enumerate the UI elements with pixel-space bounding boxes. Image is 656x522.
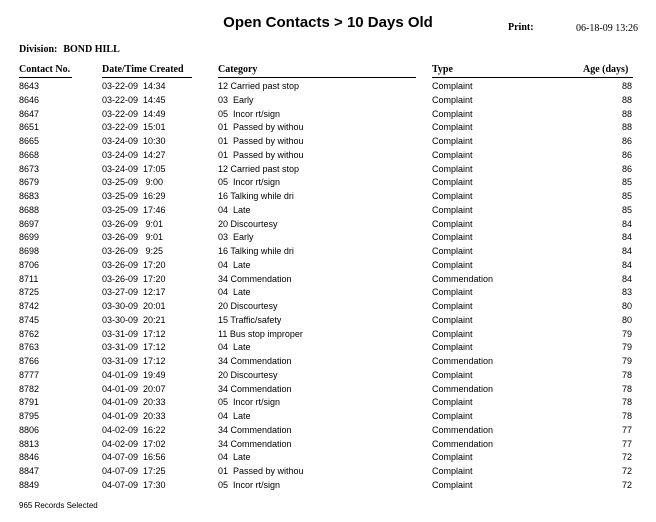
category-cell: 01 Passed by withou <box>218 122 304 133</box>
table-row <box>0 81 656 95</box>
date-time-cell: 03-26-09 9:01 <box>102 218 164 229</box>
age-cell: 86 <box>621 136 632 146</box>
type-cell: Commendation <box>432 424 494 435</box>
type-cell: Complaint <box>432 163 473 174</box>
date-time-cell: 03-26-09 9:01 <box>102 232 164 243</box>
age-cell: 79 <box>621 356 632 366</box>
contact-no-cell: 8651 <box>19 122 40 133</box>
category-cell: 04 Late <box>218 342 251 353</box>
category-cell: 05 Incor rt/sign <box>218 177 281 188</box>
category-cell: 03 Early <box>218 232 254 243</box>
contact-no-cell: 8813 <box>19 438 40 449</box>
age-cell: 83 <box>621 287 632 298</box>
age-cell: 86 <box>621 149 632 160</box>
contact-no-cell: 8777 <box>19 369 40 380</box>
contact-no-cell: 8643 <box>19 81 40 91</box>
category-cell: 05 Incor rt/sign <box>218 479 281 490</box>
type-cell: Complaint <box>432 191 473 201</box>
date-time-cell: 04-07-09 17:25 <box>102 466 166 476</box>
age-cell: 80 <box>621 301 632 311</box>
division-label: Division: <box>19 44 58 55</box>
table-row <box>0 301 656 315</box>
table-row <box>0 439 656 453</box>
type-cell: Complaint <box>432 177 473 188</box>
table-row <box>0 177 656 191</box>
date-time-cell: 03-31-09 17:12 <box>102 342 166 353</box>
contact-no-cell: 8665 <box>19 136 40 146</box>
category-cell: 03 Early <box>218 94 254 105</box>
date-time-cell: 04-01-09 20:33 <box>102 411 166 421</box>
type-cell: Complaint <box>432 411 473 421</box>
date-time-cell: 04-07-09 16:56 <box>102 452 166 463</box>
date-time-cell: 04-07-09 17:30 <box>102 479 166 490</box>
table-row <box>0 122 656 136</box>
age-cell: 72 <box>621 452 632 463</box>
contact-no-cell: 8725 <box>19 287 40 298</box>
column-header-date-time: Date/Time Created <box>102 64 192 78</box>
type-cell: Complaint <box>432 301 473 311</box>
category-cell: 15 Traffic/safety <box>218 314 282 325</box>
category-cell: 11 Bus stop improper <box>218 328 303 339</box>
table-row <box>0 109 656 123</box>
category-cell: 04 Late <box>218 411 251 421</box>
contact-no-cell: 8698 <box>19 246 40 256</box>
category-cell: 04 Late <box>218 259 251 270</box>
column-header-category: Category <box>218 64 416 78</box>
type-cell: Complaint <box>432 204 473 215</box>
type-cell: Complaint <box>432 287 473 298</box>
age-cell: 77 <box>621 424 632 435</box>
age-cell: 79 <box>621 328 632 339</box>
table-row <box>0 425 656 439</box>
contact-no-cell: 8668 <box>19 149 40 160</box>
contact-no-cell: 8795 <box>19 411 40 421</box>
type-cell: Complaint <box>432 136 473 146</box>
column-header-type: Type <box>432 64 599 78</box>
table-row <box>0 287 656 301</box>
age-cell: 84 <box>621 218 632 229</box>
contact-no-cell: 8706 <box>19 259 40 270</box>
table-row <box>0 356 656 370</box>
age-cell: 84 <box>621 246 632 256</box>
type-cell: Complaint <box>432 246 473 256</box>
column-header-age: Age (days) <box>583 64 633 78</box>
age-cell: 84 <box>621 259 632 270</box>
contact-no-cell: 8846 <box>19 452 40 463</box>
type-cell: Commendation <box>432 383 494 394</box>
age-cell: 88 <box>621 108 632 119</box>
date-time-cell: 03-25-09 17:46 <box>102 204 166 215</box>
age-cell: 88 <box>621 81 632 91</box>
contact-no-cell: 8711 <box>19 273 39 284</box>
type-cell: Complaint <box>432 342 473 353</box>
category-cell: 34 Commendation <box>218 424 292 435</box>
age-cell: 86 <box>621 163 632 174</box>
date-time-cell: 03-22-09 14:45 <box>102 94 166 105</box>
table-row <box>0 164 656 178</box>
type-cell: Commendation <box>432 273 494 284</box>
contact-no-cell: 8849 <box>19 479 40 490</box>
age-cell: 88 <box>621 122 632 133</box>
table-row <box>0 246 656 260</box>
age-cell: 80 <box>621 314 632 325</box>
date-time-cell: 04-01-09 20:33 <box>102 397 166 408</box>
table-row <box>0 150 656 164</box>
category-cell: 01 Passed by withou <box>218 149 304 160</box>
table-row <box>0 260 656 274</box>
type-cell: Commendation <box>432 438 494 449</box>
table-row <box>0 232 656 246</box>
type-cell: Complaint <box>432 94 473 105</box>
date-time-cell: 03-31-09 17:12 <box>102 356 166 366</box>
table-row <box>0 274 656 288</box>
type-cell: Complaint <box>432 122 473 133</box>
date-time-cell: 04-01-09 19:49 <box>102 369 166 380</box>
date-time-cell: 03-31-09 17:12 <box>102 328 166 339</box>
contact-no-cell: 8673 <box>19 163 40 174</box>
contact-no-cell: 8763 <box>19 342 40 353</box>
date-time-cell: 03-30-09 20:01 <box>102 301 166 311</box>
contact-no-cell: 8742 <box>19 301 40 311</box>
category-cell: 01 Passed by withou <box>218 136 304 146</box>
date-time-cell: 03-27-09 12:17 <box>102 287 166 298</box>
date-time-cell: 04-02-09 17:02 <box>102 438 166 449</box>
date-time-cell: 04-01-09 20:07 <box>102 383 166 394</box>
date-time-cell: 03-24-09 14:27 <box>102 149 166 160</box>
table-row <box>0 329 656 343</box>
table-row <box>0 370 656 384</box>
date-time-cell: 03-26-09 9:25 <box>102 246 164 256</box>
age-cell: 85 <box>621 191 632 201</box>
print-label: Print: <box>508 22 534 33</box>
date-time-cell: 03-22-09 14:34 <box>102 81 166 91</box>
date-time-cell: 03-26-09 17:20 <box>102 273 166 284</box>
category-cell: 20 Discourtesy <box>218 369 278 380</box>
date-time-cell: 03-22-09 14:49 <box>102 108 166 119</box>
contact-no-cell: 8647 <box>19 108 40 119</box>
category-cell: 16 Talking while dri <box>218 246 294 256</box>
type-cell: Complaint <box>432 218 473 229</box>
table-row <box>0 384 656 398</box>
category-cell: 05 Incor rt/sign <box>218 397 281 408</box>
contact-no-cell: 8806 <box>19 424 40 435</box>
age-cell: 72 <box>621 479 632 490</box>
contact-no-cell: 8646 <box>19 94 40 105</box>
table-row <box>0 315 656 329</box>
type-cell: Commendation <box>432 356 494 366</box>
table-row <box>0 219 656 233</box>
category-cell: 05 Incor rt/sign <box>218 108 281 119</box>
report-table-body <box>0 81 656 494</box>
type-cell: Complaint <box>432 314 473 325</box>
age-cell: 85 <box>621 204 632 215</box>
type-cell: Complaint <box>432 108 473 119</box>
table-row <box>0 411 656 425</box>
table-row <box>0 191 656 205</box>
category-cell: 12 Carried past stop <box>218 81 300 91</box>
category-cell: 04 Late <box>218 204 251 215</box>
type-cell: Complaint <box>432 369 473 380</box>
table-row <box>0 205 656 219</box>
type-cell: Complaint <box>432 466 473 476</box>
contact-no-cell: 8762 <box>19 328 40 339</box>
age-cell: 88 <box>621 94 632 105</box>
table-row <box>0 452 656 466</box>
type-cell: Complaint <box>432 452 473 463</box>
category-cell: 16 Talking while dri <box>218 191 294 201</box>
category-cell: 34 Commendation <box>218 273 292 284</box>
category-cell: 04 Late <box>218 452 251 463</box>
table-row <box>0 95 656 109</box>
category-cell: 01 Passed by withou <box>218 466 304 476</box>
category-cell: 34 Commendation <box>218 356 292 366</box>
age-cell: 84 <box>621 273 632 284</box>
table-row <box>0 466 656 480</box>
contact-no-cell: 8766 <box>19 356 40 366</box>
date-time-cell: 03-26-09 17:20 <box>102 259 166 270</box>
contact-no-cell: 8699 <box>19 232 40 243</box>
category-cell: 34 Commendation <box>218 438 292 449</box>
age-cell: 78 <box>621 411 632 421</box>
category-cell: 34 Commendation <box>218 383 292 394</box>
type-cell: Complaint <box>432 232 473 243</box>
division-value: BOND HILL <box>63 44 120 55</box>
date-time-cell: 03-24-09 10:30 <box>102 136 166 146</box>
age-cell: 78 <box>621 383 632 394</box>
date-time-cell: 03-25-09 16:29 <box>102 191 166 201</box>
date-time-cell: 03-24-09 17:05 <box>102 163 166 174</box>
date-time-cell: 03-30-09 20:21 <box>102 314 166 325</box>
category-cell: 20 Discourtesy <box>218 301 278 311</box>
age-cell: 84 <box>621 232 632 243</box>
date-time-cell: 03-22-09 15:01 <box>102 122 166 133</box>
age-cell: 78 <box>621 397 632 408</box>
table-row <box>0 342 656 356</box>
age-cell: 77 <box>621 438 632 449</box>
contact-no-cell: 8782 <box>19 383 40 394</box>
date-time-cell: 03-25-09 9:00 <box>102 177 164 188</box>
records-count: 965 Records Selected <box>19 501 98 510</box>
contact-no-cell: 8847 <box>19 466 40 476</box>
type-cell: Complaint <box>432 259 473 270</box>
type-cell: Complaint <box>432 81 473 91</box>
age-cell: 78 <box>621 369 632 380</box>
type-cell: Complaint <box>432 397 473 408</box>
report-title: Open Contacts > 10 Days Old <box>223 14 433 31</box>
print-timestamp: 06-18-09 13:26 <box>576 23 638 34</box>
type-cell: Complaint <box>432 328 473 339</box>
age-cell: 85 <box>621 177 632 188</box>
contact-no-cell: 8679 <box>19 177 40 188</box>
division <box>19 44 126 55</box>
date-time-cell: 04-02-09 16:22 <box>102 424 166 435</box>
column-header-contact-no: Contact No. <box>19 64 72 78</box>
contact-no-cell: 8745 <box>19 314 40 325</box>
age-cell: 79 <box>621 342 632 353</box>
table-row <box>0 136 656 150</box>
contact-no-cell: 8697 <box>19 218 40 229</box>
category-cell: 20 Discourtesy <box>218 218 278 229</box>
age-cell: 72 <box>621 466 632 476</box>
contact-no-cell: 8683 <box>19 191 40 201</box>
type-cell: Complaint <box>432 479 473 490</box>
category-cell: 04 Late <box>218 287 251 298</box>
table-row <box>0 397 656 411</box>
contact-no-cell: 8791 <box>19 397 40 408</box>
category-cell: 12 Carried past stop <box>218 163 300 174</box>
table-row <box>0 480 656 494</box>
contact-no-cell: 8688 <box>19 204 40 215</box>
type-cell: Complaint <box>432 149 473 160</box>
